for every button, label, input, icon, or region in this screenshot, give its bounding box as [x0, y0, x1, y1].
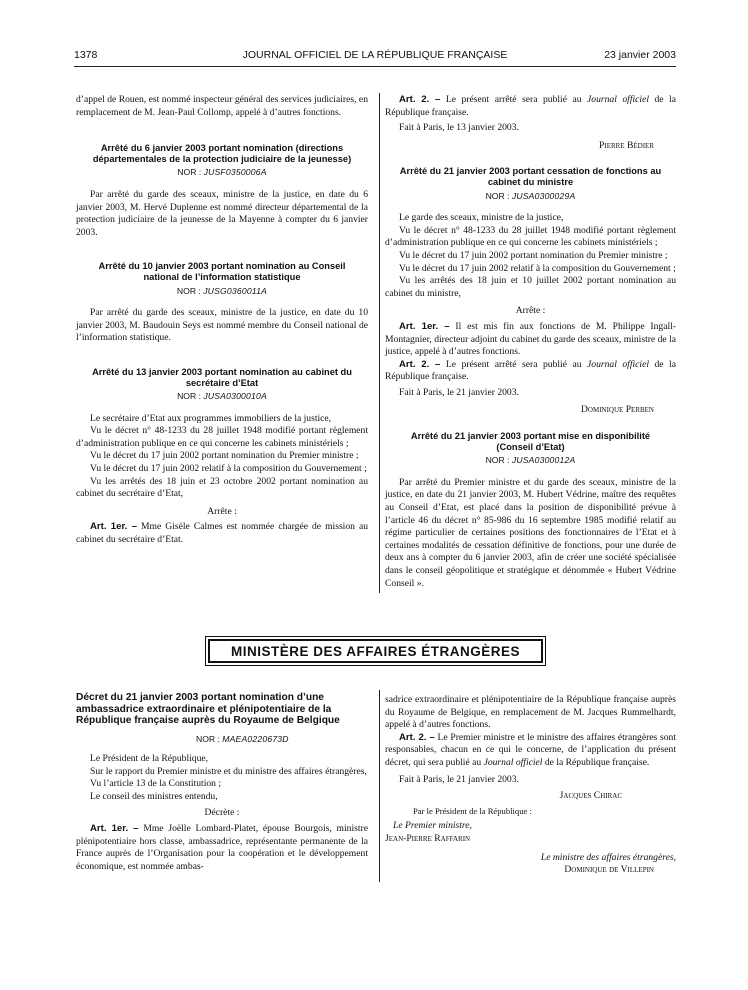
- article: Art. 1er. – Mme Gisèle Calmes est nommée chargée de mission au cabinet du secrétaire d’Etat.: [76, 521, 369, 546]
- nor-reference: NOR : JUSA0300010A: [177, 391, 267, 402]
- right-column-top: [385, 94, 676, 590]
- decret-heading: Décrète :: [204, 807, 240, 819]
- article: Art. 2. – Le présent arrêté sera publié au Journal officiel de la République française.: [385, 94, 676, 118]
- paragraph: Vu les arrêtés des 18 juin et 23 octobre 2002 portant nomination au cabinet du secrétaire d’Etat,: [76, 475, 368, 500]
- arrete-title: Arrêté du 6 janvier 2003 portant nomination (directions départementales de la protection judiciaire de la jeunesse): [92, 143, 352, 164]
- paragraph: Le conseil des ministres entendu,: [90, 790, 218, 802]
- minister-name: Dominique de Villepin: [564, 864, 654, 876]
- signature: Pierre Bédier: [599, 139, 654, 151]
- arrete-body: Par arrêté du Premier ministre et du garde des sceaux, ministre de la justice, en date du 21 janvier 2003, M. Hubert Védrine, maître des requêtes au Conseil d’Etat, est placé dans la position de disponibilité prévue à l’article 46 du décret n° 85-986 du 16 septembre 1985 modifié relatif au régime particulier de certaines positions des fonctionnaires de l’Etat et à certaines modalités de cessation définitive de fonctions, pour une durée de deux ans à compter du 6 janvier 2003, afin de créer une société spécialisée dans le conseil géopolitique et stratégique et dénommée « Hubert Védrine Conseil ».: [385, 476, 676, 589]
- signature: Dominique Perben: [581, 404, 654, 416]
- arrete-body: Par arrêté du garde des sceaux, ministre de la justice, en date du 6 janvier 2003, M. Hervé Duplenne est nommé directeur départemental de la protection judiciaire de la jeunesse de la Mayenne à compter du 6 janvier 2003.: [76, 188, 368, 238]
- nor-reference: NOR : JUSA0300012A: [485, 455, 576, 466]
- paragraph: Vu les arrêtés des 18 juin et 10 juillet 2002 portant nomination au cabinet du ministre,: [385, 275, 676, 299]
- decret-title: Décret du 21 janvier 2003 portant nomination d’une ambassadrice extraordinaire et plénipotentiaire de la République française auprès du Royaume de Belgique: [76, 692, 340, 726]
- arrete-heading: Arrête :: [207, 505, 237, 517]
- article: Art. 1er. – Il est mis fin aux fonctions de M. Philippe Ingall-Montagnier, directeur adjoint du cabinet du garde des sceaux, ministre de la justice, appelé à d’autres fonctions.: [385, 320, 676, 358]
- left-column-top: [76, 94, 368, 547]
- minister-title: Le ministre des affaires étrangères,: [540, 851, 676, 863]
- article: Art. 1er. – Mme Joëlle Lombard-Platet, épouse Bourgois, ministre plénipotentiaire hors classe, ambassadrice, représentante permanente de la France auprès de l’Organisation pour la coopération et le développement économique, est nommée ambas-: [76, 823, 368, 872]
- place-date: Fait à Paris, le 13 janvier 2003.: [399, 122, 519, 134]
- paragraph: Vu le décret du 17 juin 2002 portant nomination du Premier ministre ;: [399, 249, 668, 261]
- paragraph: Vu le décret du 17 juin 2002 relatif à la composition du Gouvernement ;: [399, 262, 676, 274]
- place-date: Fait à Paris, le 21 janvier 2003.: [399, 386, 519, 398]
- signature-president: Jacques Chirac: [559, 790, 622, 802]
- pm-name: Jean-Pierre Raffarin: [385, 832, 471, 844]
- paragraph: Vu le décret n° 48-1233 du 28 juillet 1948 modifié portant règlement d’administration publique en ce qui concerne les cabinets ministériels ;: [385, 224, 676, 249]
- arrete-body: Par arrêté du garde des sceaux, ministre de la justice, en date du 10 janvier 2003, M. Baudouin Seys est nommé membre du Conseil national de l’information statistique.: [76, 307, 368, 344]
- issue-date: 23 janvier 2003: [604, 49, 676, 61]
- continued-paragraph: d’appel de Rouen, est nommé inspecteur général des services judiciaires, en remplacement de M. Jean-Paul Collomp, appelé à d’autres fonctions.: [76, 94, 368, 118]
- nor-reference: NOR : MAEA0220673D: [196, 733, 289, 744]
- nor-reference: NOR : JUSF0350006A: [177, 167, 267, 178]
- article: Art. 2. – Le Premier ministre et le ministre des affaires étrangères sont responsables, chacun en ce qui le concerne, de l’application du présent décret, qui sera publié au Journal officiel de la République française.: [385, 731, 676, 768]
- nor-reference: NOR : JUSA0300029A: [485, 190, 576, 201]
- paragraph: Vu l’article 13 de la Constitution ;: [90, 778, 222, 790]
- paragraph: Le secrétaire d’Etat aux programmes immobiliers de la justice,: [90, 412, 332, 424]
- paragraph: Le Président de la République,: [90, 753, 209, 765]
- paragraph: Vu le décret du 17 juin 2002 portant nomination du Premier ministre ;: [90, 450, 359, 462]
- pm-title: Le Premier ministre,: [393, 820, 472, 832]
- column-divider-top: [379, 93, 380, 593]
- journal-title: JOURNAL OFFICIEL DE LA RÉPUBLIQUE FRANÇAISE: [242, 49, 508, 61]
- arrete-title: Arrêté du 13 janvier 2003 portant nomination au cabinet du secrétaire d’Etat: [92, 366, 352, 388]
- place-date: Fait à Paris, le 21 janvier 2003.: [399, 773, 519, 785]
- nor-reference: NOR : JUSG0360011A: [176, 285, 268, 296]
- left-column-bottom: [76, 692, 368, 873]
- arrete-title: Arrêté du 21 janvier 2003 portant mise en disponibilité (Conseil d’Etat): [410, 431, 651, 452]
- continued-paragraph: sadrice extraordinaire et plénipotentiaire de la République française auprès du Royaume de Belgique, en remplacement de M. Jacques Rummelhardt, appelé à d’autres fonctions.: [385, 694, 676, 731]
- header-rule: [74, 66, 676, 67]
- paragraph: Le garde des sceaux, ministre de la justice,: [399, 212, 564, 224]
- arrete-title: Arrêté du 10 janvier 2003 portant nomination au Conseil national de l’information statistique: [98, 261, 346, 282]
- ministry-heading: MINISTÈRE DES AFFAIRES ÉTRANGÈRES: [208, 639, 543, 663]
- paragraph: Vu le décret du 17 juin 2002 relatif à la composition du Gouvernement ;: [90, 463, 367, 475]
- page-header: [74, 49, 676, 65]
- right-column-bottom: [385, 694, 676, 877]
- arrete-title: Arrêté du 21 janvier 2003 portant cessation de fonctions au cabinet du ministre: [399, 166, 662, 187]
- ministry-heading-box: [205, 636, 546, 666]
- arrete-heading: Arrête :: [515, 305, 546, 317]
- paragraph: Sur le rapport du Premier ministre et du ministre des affaires étrangères,: [90, 765, 367, 777]
- signature-caption: Par le Président de la République :: [413, 805, 532, 816]
- column-divider-bottom: [379, 690, 380, 882]
- paragraph: Vu le décret n° 48-1233 du 28 juillet 1948 modifié portant règlement d’administration publique en ce qui concerne les cabinets ministériels ;: [76, 425, 368, 449]
- page-number: 1378: [74, 49, 98, 61]
- article: Art. 2. – Le présent arrêté sera publié au Journal officiel de la République française.: [385, 358, 676, 383]
